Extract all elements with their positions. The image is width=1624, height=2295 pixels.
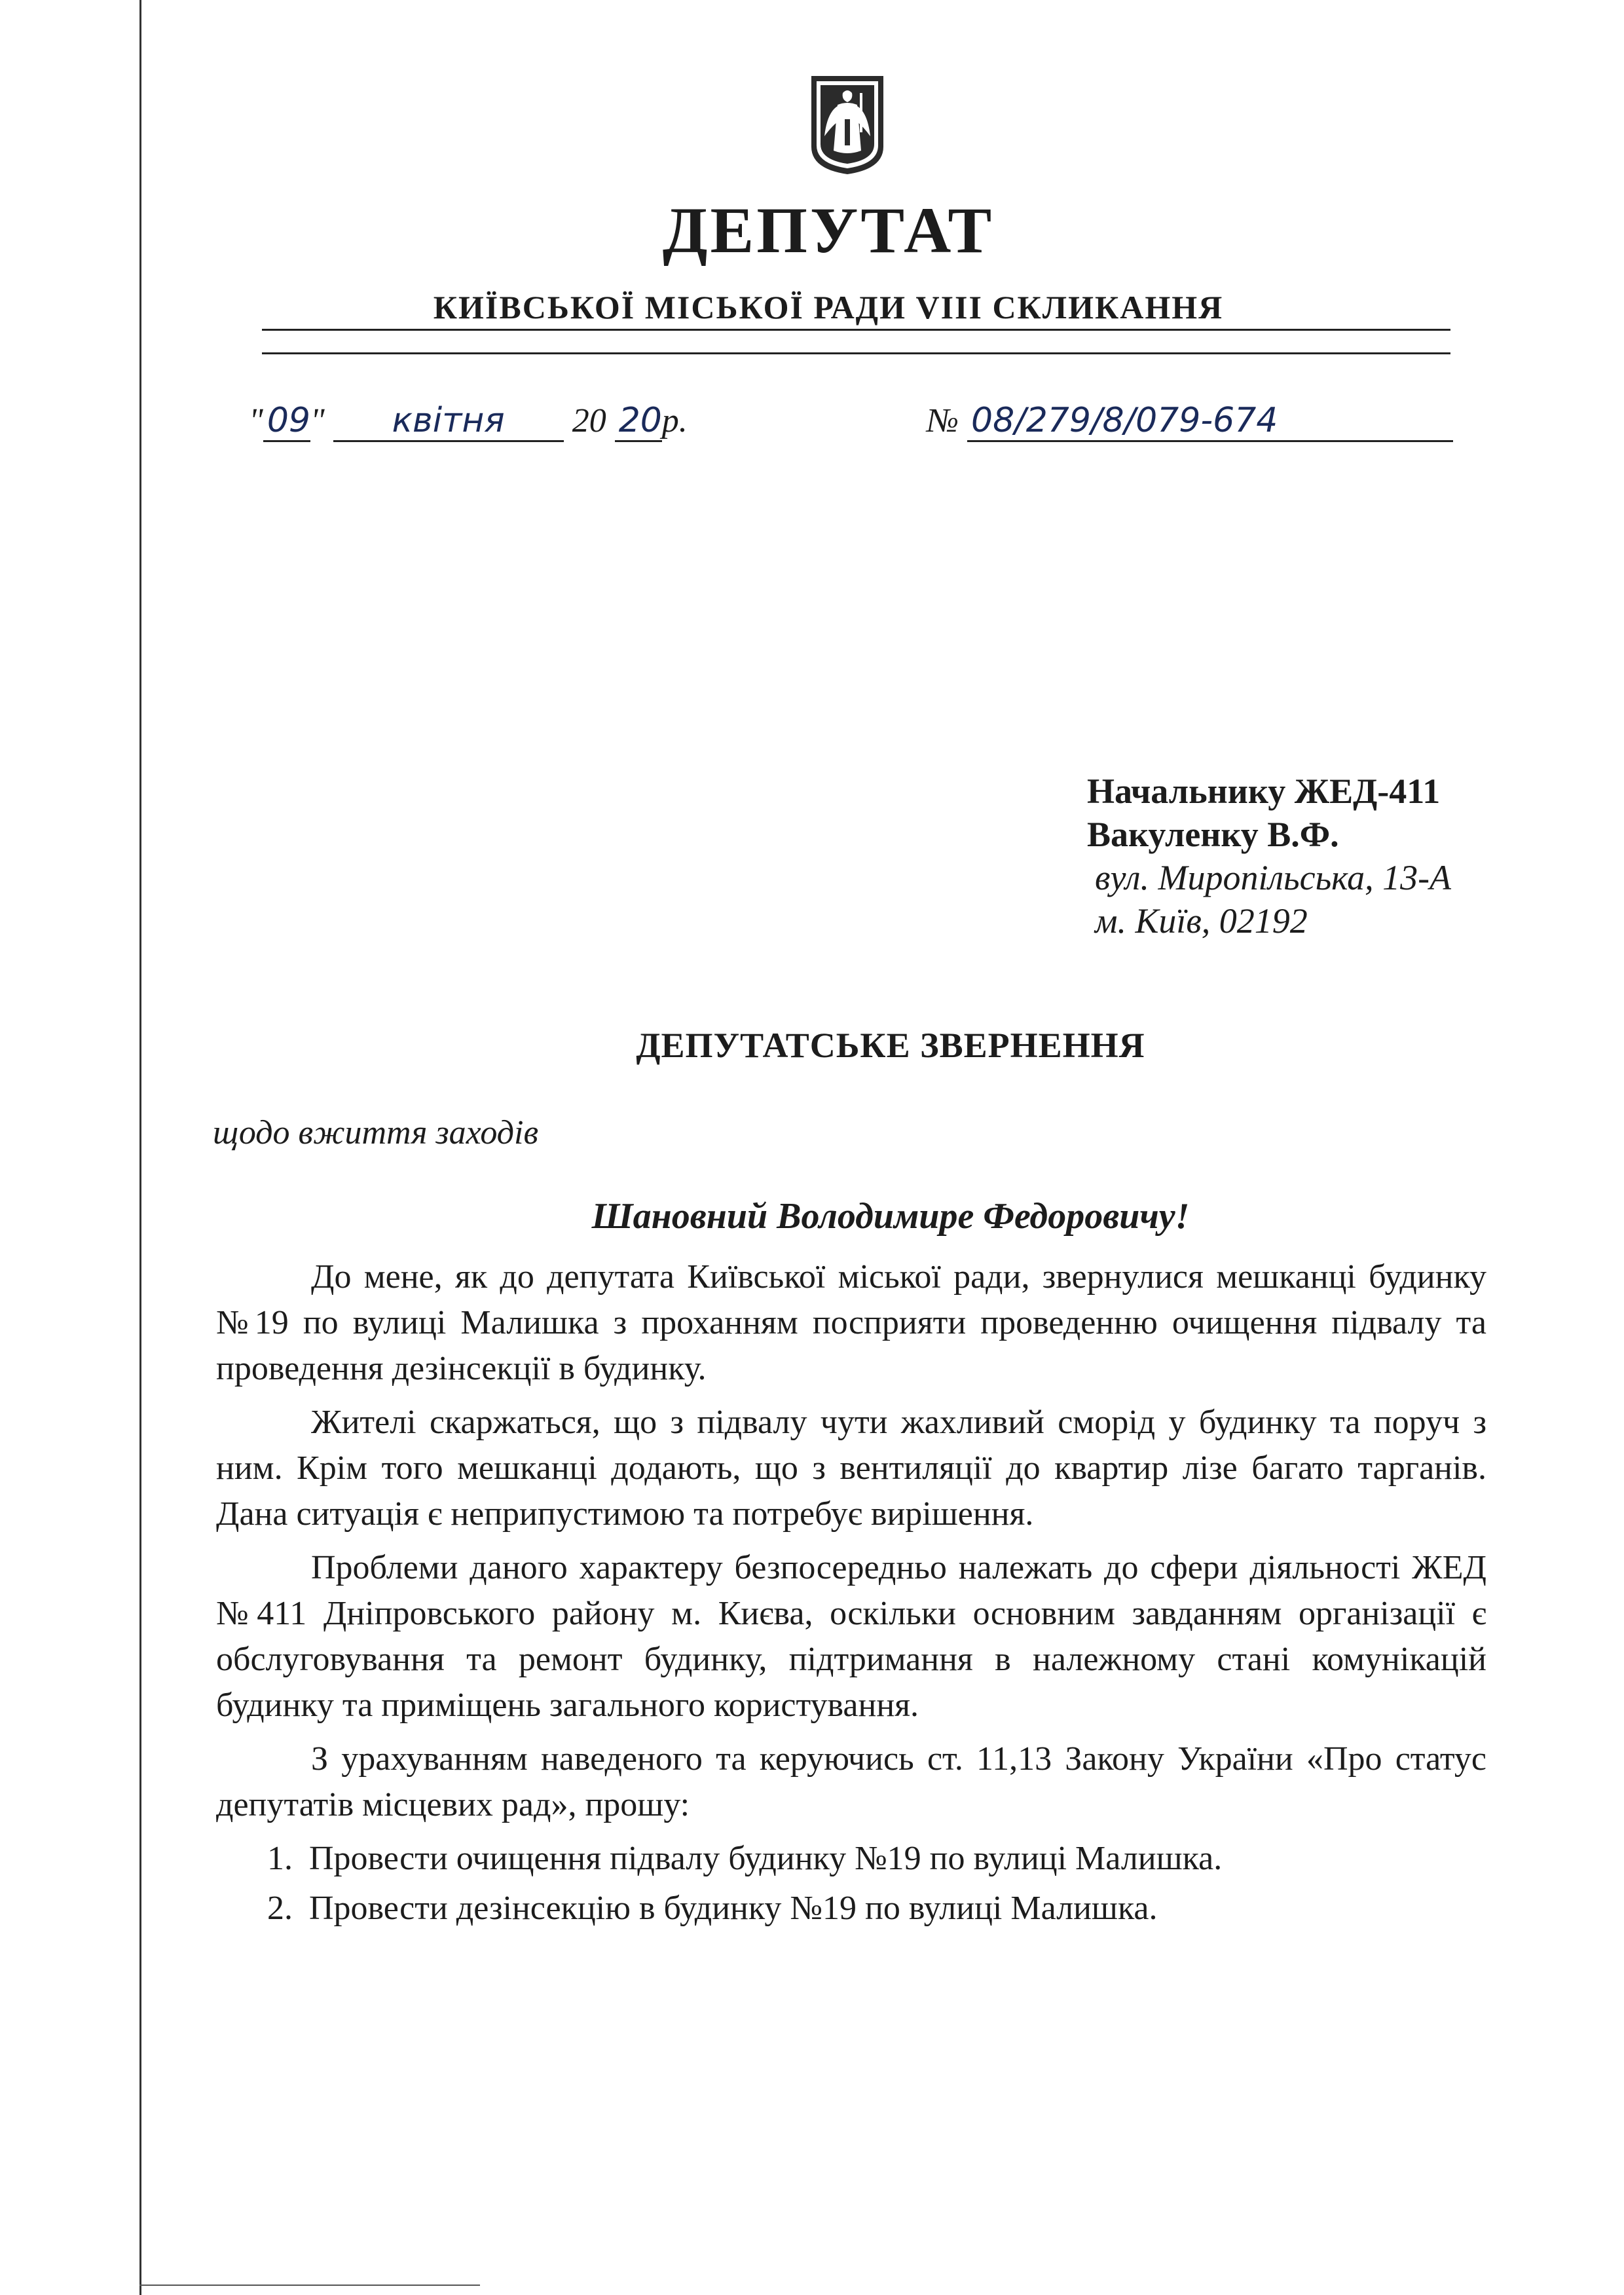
recipient-name: Вакуленку В.Ф. <box>1087 815 1339 854</box>
number-label: № <box>927 402 959 439</box>
recipient-city: м. Київ, 02192 <box>1095 901 1308 941</box>
recipient-street: вул. Миропільська, 13-А <box>1095 858 1452 897</box>
request-item: 2. Провести дезінсекцію в будинку №19 по вулиці Малишка. <box>301 1886 1486 1931</box>
document-regarding: щодо вжиття заходів <box>213 1114 539 1151</box>
kyiv-coat-of-arms-icon <box>809 73 886 177</box>
document-title: ДЕПУТАТСЬКЕ ЗВЕРНЕННЯ <box>636 1026 1145 1065</box>
date-year-suffix: 20 <box>615 401 662 442</box>
date-month: квітня <box>333 401 564 442</box>
document-number <box>927 401 1453 442</box>
bottom-divider <box>139 2285 480 2286</box>
recipient-block <box>1087 770 1451 942</box>
body-paragraph: З урахуванням наведеного та керуючись ст. 11,13 Закону України «Про статус депутатів місцевих рад», прошу: <box>216 1740 1486 1823</box>
salutation: Шановний Володимире Федоровичу! <box>591 1196 1190 1237</box>
header-rule-top <box>262 329 1450 331</box>
body-paragraph: До мене, як до депутата Київської міської ради, звернулися мешканці будинку №19 по вулиці Малишка з проханням посприяти проведенню очищення підвалу та проведення дезінсекції в будинку. <box>216 1258 1486 1387</box>
date-day: 09 <box>263 401 310 442</box>
margin-line <box>139 0 141 2295</box>
request-item: 1. Провести очищення підвалу будинку №19 по вулиці Малишка. <box>301 1836 1486 1882</box>
number-value: 08/279/8/079-674 <box>967 401 1453 442</box>
header-subtitle: КИЇВСЬКОЇ МІСЬКОЇ РАДИ VIII СКЛИКАННЯ <box>433 289 1224 326</box>
letter-body <box>216 1254 1486 1935</box>
document-date: " 09" квітня 20 20р. <box>249 401 688 442</box>
body-paragraph: Жителі скаржаться, що з підвалу чути жахливий сморід у будинку та поруч з ним. Крім того мешканці додають, що з вентиляції до квартир лізе багато тарганів. Дана ситуація є неприпустимою та потребує вирішення. <box>216 1404 1486 1533</box>
date-year-abbr: р. <box>661 402 688 439</box>
header-title: ДЕПУТАТ <box>662 194 995 267</box>
header-rule-bottom <box>262 352 1450 354</box>
request-list <box>216 1836 1486 1931</box>
date-year-prefix: 20 <box>572 402 606 439</box>
body-paragraph: Проблеми даного характеру безпосередньо належать до сфери діяльності ЖЕД №411 Дніпровського району м. Києва, оскільки основним завданням організації є обслуговування та ремонт будинку, підтримання в належному стані комунікацій будинку та приміщень загального користування. <box>216 1549 1486 1724</box>
recipient-position: Начальнику ЖЕД-411 <box>1087 772 1441 811</box>
